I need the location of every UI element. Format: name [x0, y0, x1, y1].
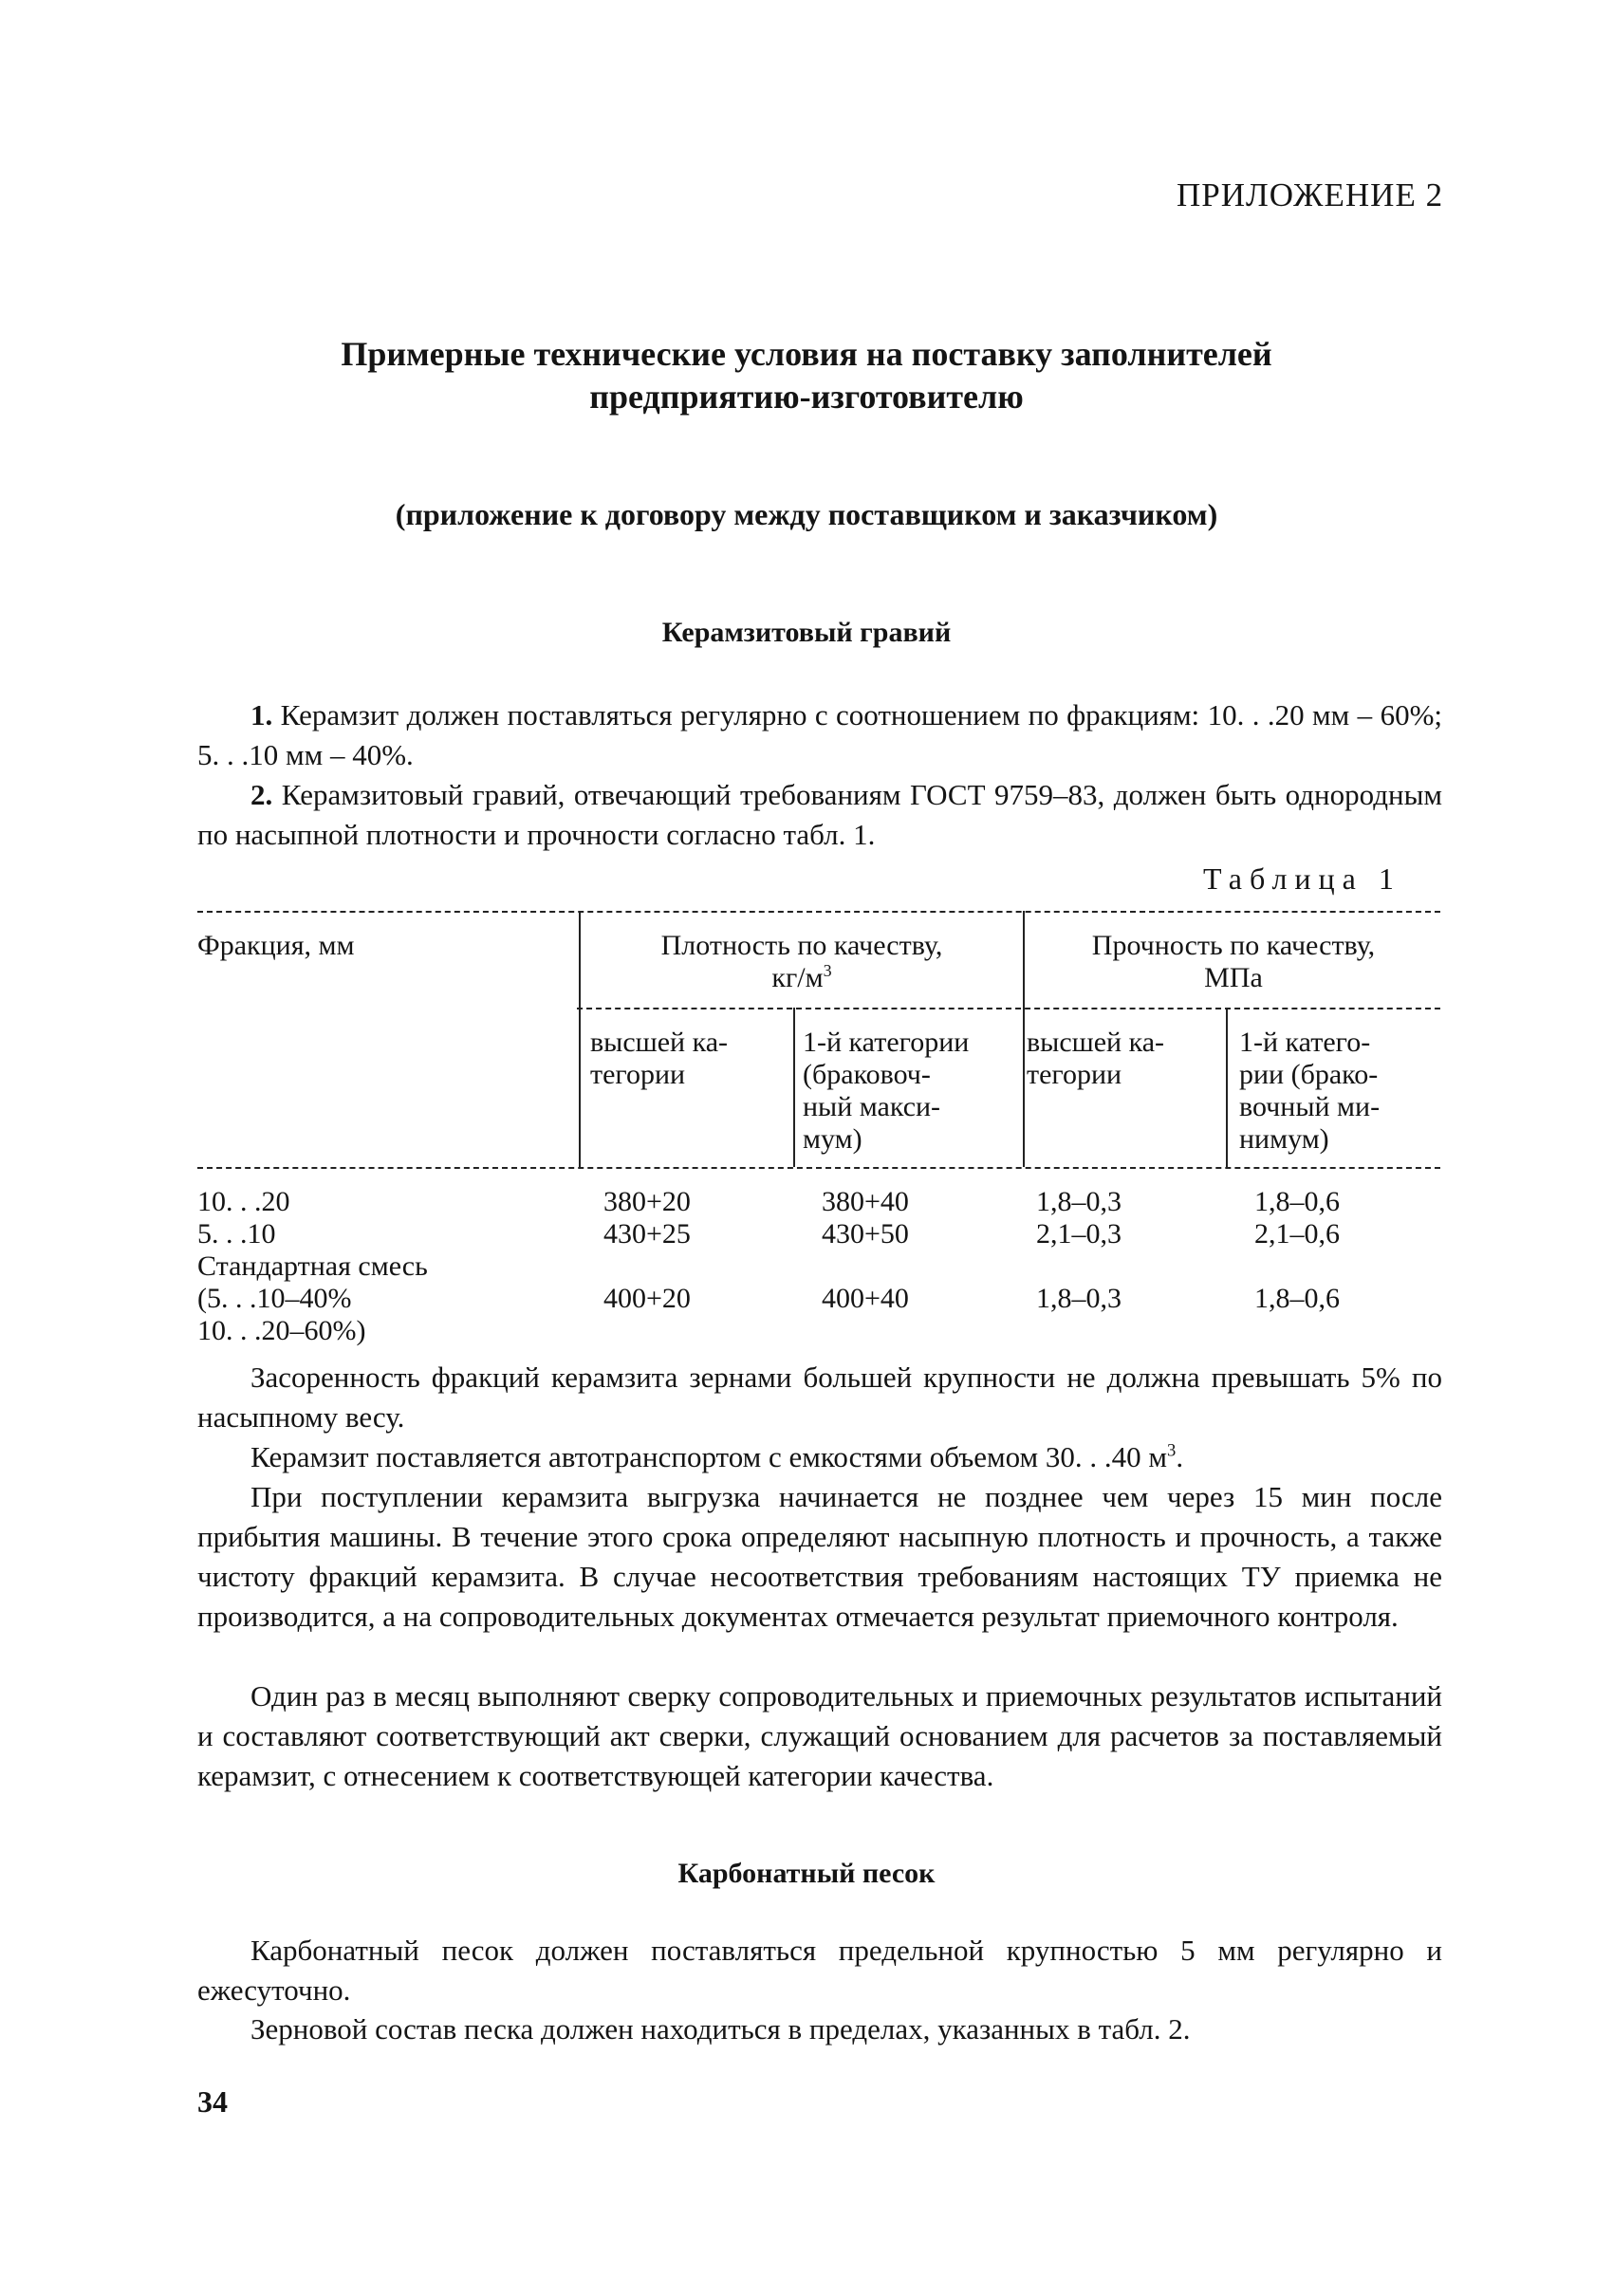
paragraph-reconciliation-text: Один раз в месяц выполняют сверку сопроводительных и приемочных результатов испытаний и составляют соответствующий акт сверки, служащий основанием для расчетов за поставляемый керамзит, с отнесением к соответствующей категории качества. — [197, 1679, 1442, 1792]
table-top-rule — [197, 911, 1440, 913]
paragraph-contamination-text: Засоренность фракций керамзита зернами большей крупности не должна превышать 5% по насыпному весу. — [197, 1361, 1442, 1434]
table-row-3-strength-high: 1,8–0,3 — [1036, 1283, 1122, 1314]
subheader-density-first: 1-й категории (браковоч- ный макси- мум) — [803, 1027, 970, 1155]
paragraph-2 — [197, 775, 1442, 855]
paragraph-sand-2 — [197, 2009, 1442, 2049]
table-row-3-fraction: Стандартная смесь (5. . .10–40% 10. . .20–60%) — [197, 1250, 428, 1346]
paragraph-1-text: Керамзит должен поставляться регулярно с соотношением по фракциям: 10. . .20 мм – 60%; 5. . .10 мм – 40%. — [197, 698, 1443, 771]
table-row-1-density-high: 380+20 — [603, 1186, 691, 1217]
table-row-3-density-high: 400+20 — [603, 1283, 691, 1314]
table-label: Таблица 1 — [1203, 861, 1401, 896]
table-row-2-strength-high: 2,1–0,3 — [1036, 1218, 1122, 1250]
paragraph-sand-2-text: Зерновой состав песка должен находиться в пределах, указанных в табл. 2. — [250, 2012, 1191, 2046]
paragraph-acceptance-text: При поступлении керамзита выгрузка начинается не позднее чем через 15 мин после прибытия машины. В течение этого срока определяют насыпную плотность и прочность, а также чистоту фракций керамзита. В случае несоответствия требованиям настоящих ТУ приемка не производится, а на сопроводительных документах отмечается результат приемочного контроля. — [197, 1480, 1442, 1633]
density-unit-text: кг/м — [771, 962, 824, 993]
table-vrule-4 — [1226, 1008, 1228, 1167]
table-header-strength — [1025, 930, 1442, 994]
table-header-strength-unit: МПа — [1204, 962, 1263, 993]
table-header-fraction: Фракция, мм — [197, 930, 355, 961]
paragraph-transport — [197, 1437, 1442, 1477]
table-row-3-density-first: 400+40 — [822, 1283, 909, 1314]
table-row-2-strength-first: 2,1–0,6 — [1254, 1218, 1340, 1250]
table-row-1-strength-high: 1,8–0,3 — [1036, 1186, 1122, 1217]
paragraph-transport-end: . — [1176, 1440, 1184, 1473]
table-header-density-title: Плотность по качеству, — [660, 930, 943, 961]
subheader-density-high: высшей ка- тегории — [590, 1027, 729, 1090]
table-header-density — [581, 930, 1023, 994]
table-header-bottom-rule — [197, 1167, 1440, 1169]
table-row-1-density-first: 380+40 — [822, 1186, 909, 1217]
table-row-1-strength-first: 1,8–0,6 — [1254, 1186, 1340, 1217]
table-header-strength-title: Прочность по качеству, — [1091, 930, 1376, 961]
section-heading-sand: Карбонатный песок — [677, 1858, 936, 1889]
paragraph-1-number: 1. — [250, 698, 273, 731]
subheader-strength-first: 1-й катего- рии (брако- вочный ми- нимум) — [1239, 1027, 1381, 1155]
paragraph-sand-1-text: Карбонатный песок должен поставляться предельной крупностью 5 мм регулярно и ежесуточно. — [197, 1934, 1442, 2007]
subheader-strength-high: высшей ка- тегории — [1027, 1027, 1165, 1090]
paragraph-2-text: Керамзитовый гравий, отвечающий требованиям ГОСТ 9759–83, должен быть однородным по насыпной плотности и прочности согласно табл. 1. — [197, 778, 1443, 851]
paragraph-1 — [197, 695, 1442, 775]
document-title-line2: предприятию-изготовителю — [589, 378, 1024, 416]
paragraph-acceptance — [197, 1477, 1442, 1637]
paragraph-reconciliation — [197, 1676, 1442, 1796]
paragraph-contamination — [197, 1358, 1442, 1437]
density-unit-sup: 3 — [823, 961, 832, 980]
page-number: 34 — [197, 2084, 228, 2119]
table-header-density-unit — [581, 962, 1023, 994]
paragraph-2-number: 2. — [250, 778, 273, 811]
document-title-line1: Примерные технические условия на поставку заполнителей — [341, 335, 1272, 373]
table-row-1-fraction: 10. . .20 — [197, 1186, 290, 1217]
table-row-2-density-first: 430+50 — [822, 1218, 909, 1250]
paragraph-sand-1 — [197, 1931, 1442, 2010]
section-heading-gravel: Керамзитовый гравий — [661, 617, 952, 648]
paragraph-transport-sup: 3 — [1167, 1440, 1177, 1461]
document-subtitle: (приложение к договору между поставщиком и заказчиком) — [395, 497, 1218, 531]
paragraph-transport-text: Керамзит поставляется автотранспортом с емкостями объемом 30. . .40 м — [250, 1440, 1168, 1473]
table-row-2-fraction: 5. . .10 — [197, 1218, 276, 1250]
table-row-2-density-high: 430+25 — [603, 1218, 691, 1250]
table-vrule-2 — [793, 1008, 795, 1167]
table-header-mid-rule — [577, 1008, 1440, 1009]
table-row-3-strength-first: 1,8–0,6 — [1254, 1283, 1340, 1314]
appendix-label: ПРИЛОЖЕНИЕ 2 — [1177, 176, 1444, 213]
